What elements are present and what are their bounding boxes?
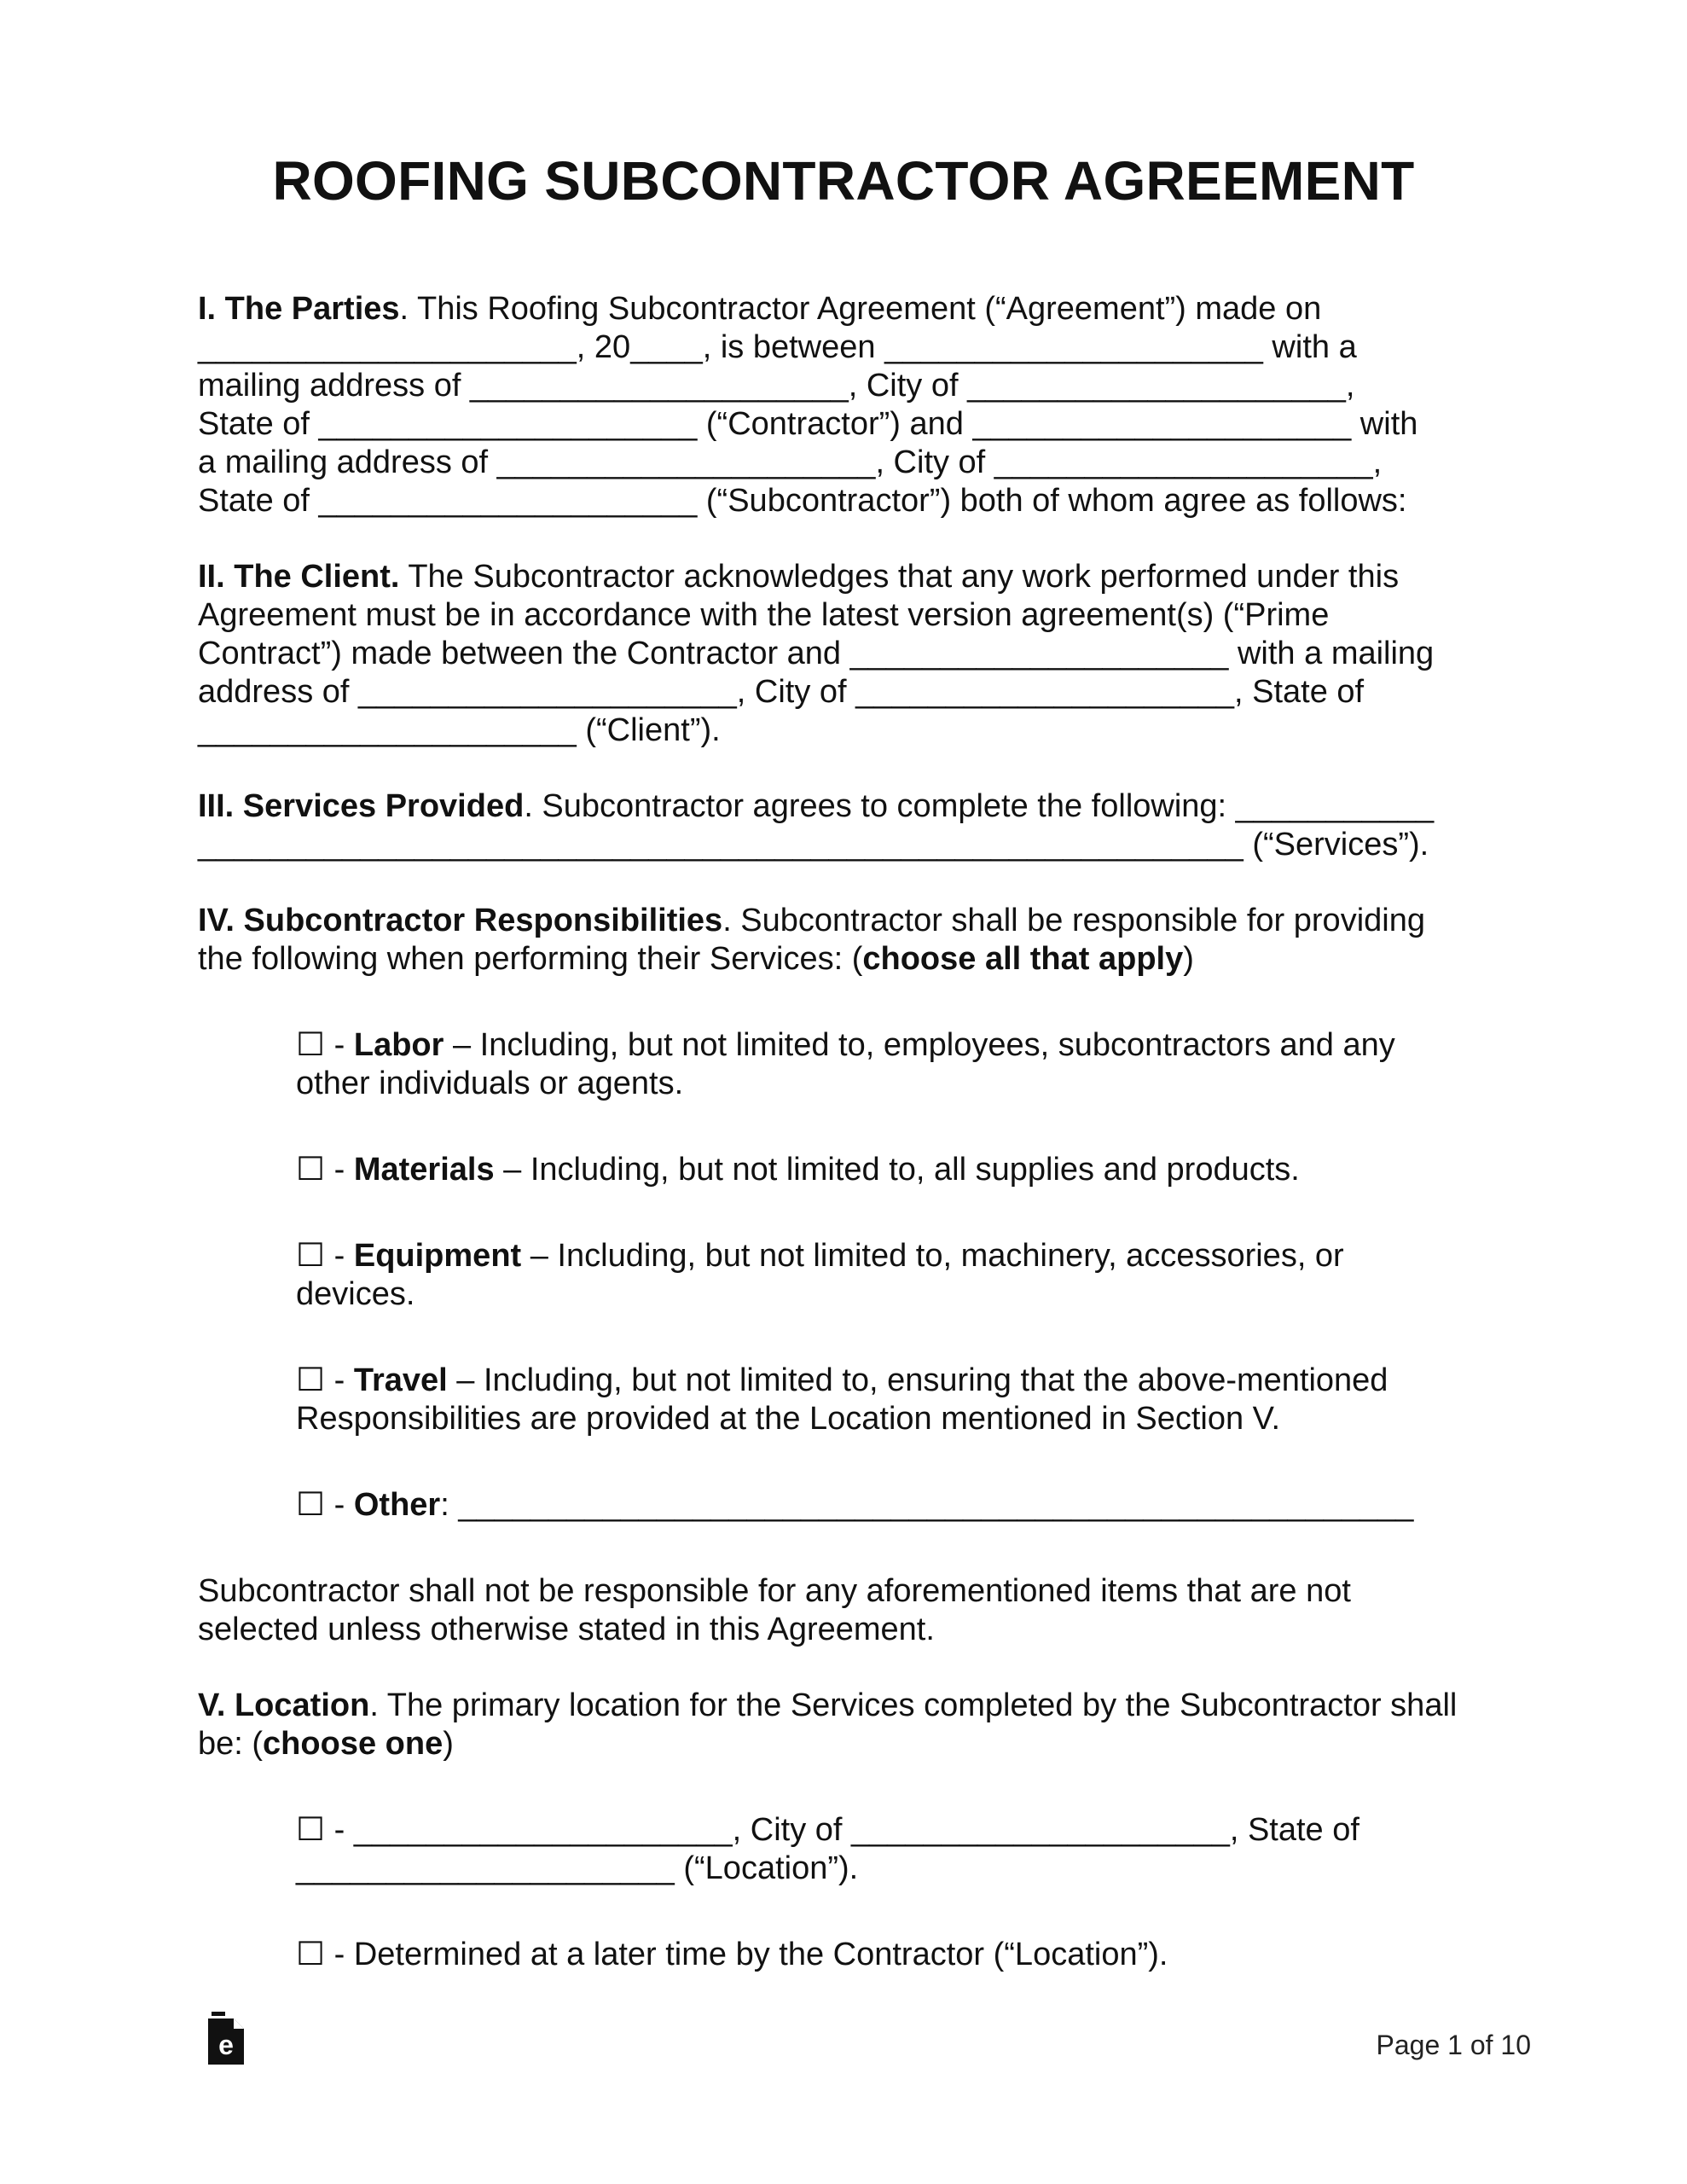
option-label: Travel xyxy=(353,1362,448,1398)
dash: - xyxy=(325,1362,354,1398)
text: . Subcontractor shall be responsible for providing xyxy=(722,903,1425,938)
option-label: Equipment xyxy=(353,1238,522,1274)
text: . The primary location for the Services completed by the Subcontractor shall xyxy=(369,1687,1458,1723)
checkbox-labor[interactable]: ☐ xyxy=(296,1027,326,1063)
option-labor xyxy=(296,1026,1494,1103)
text: other individuals or agents. xyxy=(296,1066,684,1101)
section-heading: V. Location xyxy=(198,1687,370,1723)
text: . This Roofing Subcontractor Agreement (“Agreement”) made on xyxy=(399,291,1322,327)
text: _____________________ (“Client”). xyxy=(198,712,721,748)
text: ) xyxy=(443,1726,454,1762)
text: selected unless otherwise stated in this Agreement. xyxy=(198,1612,935,1647)
section-location xyxy=(198,1687,1494,1763)
text: – Including, but not limited to, all supplies and products. xyxy=(494,1152,1300,1188)
text: devices. xyxy=(296,1276,415,1312)
dash: - xyxy=(325,1027,354,1063)
text: – Including, but not limited to, employees, subcontractors and any xyxy=(443,1027,1395,1063)
svg-text:e: e xyxy=(218,2030,234,2060)
text: – Including, but not limited to, machinery, accessories, or xyxy=(521,1238,1344,1274)
text: ) xyxy=(1183,941,1194,977)
section-services xyxy=(198,787,1494,864)
section-client xyxy=(198,558,1494,750)
section-responsibilities xyxy=(198,902,1494,979)
text: Subcontractor shall not be responsible for any aforementioned items that are not xyxy=(198,1573,1351,1609)
instruction: choose all that apply xyxy=(862,941,1184,977)
eforms-logo-icon xyxy=(208,2012,244,2065)
option-label: Materials xyxy=(353,1152,495,1188)
text: The Subcontractor acknowledges that any work performed under this xyxy=(399,559,1400,595)
section-heading: IV. Subcontractor Responsibilities xyxy=(198,903,723,938)
text: _____________________ (“Location”). xyxy=(296,1850,859,1886)
page-number: Page 1 of 10 xyxy=(1376,2030,1531,2060)
text: State of _____________________ (“Subcontractor”) both of whom agree as follows: xyxy=(198,483,1407,519)
section-parties xyxy=(198,290,1494,520)
document-body xyxy=(198,290,1494,2022)
text: _____________________, 20____, is between _____________________ with a xyxy=(198,329,1357,365)
text: address of _____________________, City of _____________________, State of xyxy=(198,674,1365,710)
text: the following when performing their Services: ( xyxy=(198,941,863,977)
text: Agreement must be in accordance with the latest version agreement(s) (“Prime xyxy=(198,597,1330,633)
location-option-later xyxy=(296,1936,1494,1974)
option-travel xyxy=(296,1362,1494,1438)
text: - Determined at a later time by the Contractor (“Location”). xyxy=(325,1937,1168,1972)
checkbox-travel[interactable]: ☐ xyxy=(296,1362,326,1398)
text: – Including, but not limited to, ensuring that the above-mentioned xyxy=(447,1362,1388,1398)
document-title: ROOFING SUBCONTRACTOR AGREEMENT xyxy=(272,150,1415,212)
responsibilities-note xyxy=(198,1572,1494,1649)
checkbox-location-later[interactable]: ☐ xyxy=(296,1937,326,1972)
instruction: choose one xyxy=(263,1726,443,1762)
location-option-address xyxy=(296,1811,1494,1888)
option-equipment xyxy=(296,1237,1494,1314)
checkbox-materials[interactable]: ☐ xyxy=(296,1152,326,1188)
option-label: Other xyxy=(353,1487,441,1523)
text: mailing address of _____________________, City of _____________________, xyxy=(198,368,1355,404)
other-blank[interactable]: : _____________________________________________________ xyxy=(440,1487,1414,1523)
dash: - xyxy=(325,1238,354,1274)
checkbox-location-address[interactable]: ☐ xyxy=(296,1812,326,1848)
dash: - xyxy=(325,1487,354,1523)
checkbox-equipment[interactable]: ☐ xyxy=(296,1238,326,1274)
section-heading: II. The Client. xyxy=(198,559,400,595)
text: be: ( xyxy=(198,1726,264,1762)
section-heading: I. The Parties xyxy=(198,291,400,327)
text: . Subcontractor agrees to complete the following: ___________ xyxy=(524,788,1435,824)
option-other xyxy=(296,1486,1494,1525)
text: - _____________________, City of _____________________, State of xyxy=(325,1812,1359,1848)
option-materials xyxy=(296,1151,1494,1189)
text: __________________________________________________________ (“Services”). xyxy=(198,827,1429,863)
text: Responsibilities are provided at the Location mentioned in Section V. xyxy=(296,1401,1281,1437)
section-heading: III. Services Provided xyxy=(198,788,525,824)
dash: - xyxy=(325,1152,354,1188)
option-label: Labor xyxy=(353,1027,444,1063)
checkbox-other[interactable]: ☐ xyxy=(296,1487,326,1523)
text: Contract”) made between the Contractor and _____________________ with a mailing xyxy=(198,636,1435,671)
text: a mailing address of _____________________, City of _____________________, xyxy=(198,444,1383,480)
text: State of _____________________ (“Contractor”) and _____________________ with xyxy=(198,406,1418,442)
